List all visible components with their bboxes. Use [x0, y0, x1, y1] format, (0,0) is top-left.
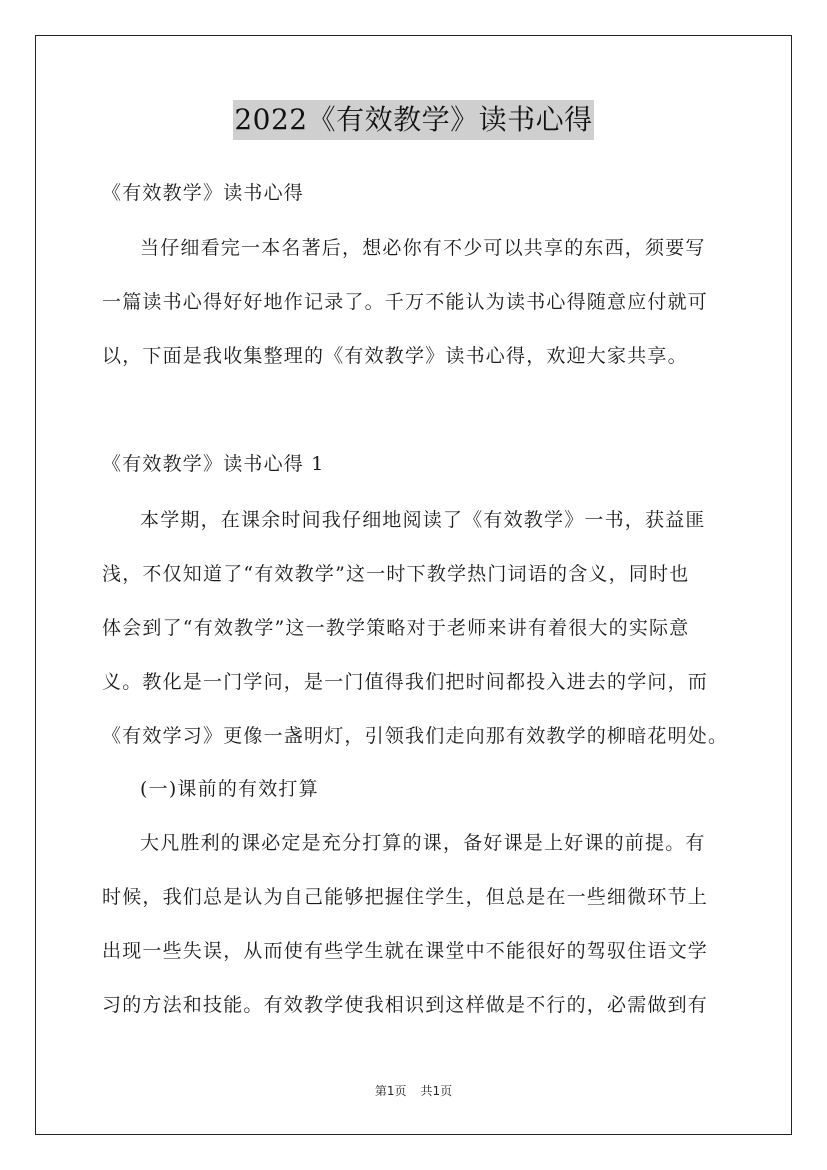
paragraph-line: 当仔细看完一本名著后，想必你有不少可以共享的东西，须要写: [140, 237, 706, 259]
paragraph-line: 出现一些失误，从而使有些学生就在课堂中不能很好的驾驭住语文学: [102, 940, 709, 962]
page-number: 第1页: [374, 1084, 407, 1098]
paragraph-line: 浅，不仅知道了“有效教学”这一时下教学热门词语的含义，同时也: [102, 563, 690, 585]
paragraph-line: 时候，我们总是认为自己能够把握住学生，但总是在一些细微环节上: [102, 886, 709, 908]
page-footer: [0, 1083, 827, 1099]
paragraph-line: 本学期，在课余时间我仔细地阅读了《有效教学》一书，获益匪: [140, 509, 706, 531]
paragraph-line: 大凡胜利的课必定是充分打算的课，备好课是上好课的前提。有: [140, 832, 706, 854]
document-title: 2022《有效教学》读书心得: [233, 100, 593, 140]
paragraph-line: 体会到了“有效教学”这一教学策略对于老师来讲有着很大的实际意: [102, 617, 690, 639]
subtitle-heading: 《有效教学》读书心得: [102, 182, 305, 204]
paragraph-line: 习的方法和技能。有效教学使我相识到这样做是不行的，必需做到有: [102, 994, 709, 1016]
section-heading: 《有效教学》读书心得 1: [102, 453, 325, 475]
paragraph-line: 一篇读书心得好好地作记录了。千万不能认为读书心得随意应付就可: [102, 291, 709, 313]
subsection-heading: (一)课前的有效打算: [140, 778, 319, 800]
page-total: 共1页: [420, 1084, 453, 1098]
document-title-wrap: [0, 100, 827, 140]
paragraph-line: 《有效学习》更像一盏明灯，引领我们走向那有效教学的柳暗花明处。: [102, 725, 729, 747]
paragraph-line: 以，下面是我收集整理的《有效教学》读书心得，欢迎大家共享。: [102, 345, 688, 367]
paragraph-line: 义。教化是一门学问，是一门值得我们把时间都投入进去的学问，而: [102, 671, 709, 693]
